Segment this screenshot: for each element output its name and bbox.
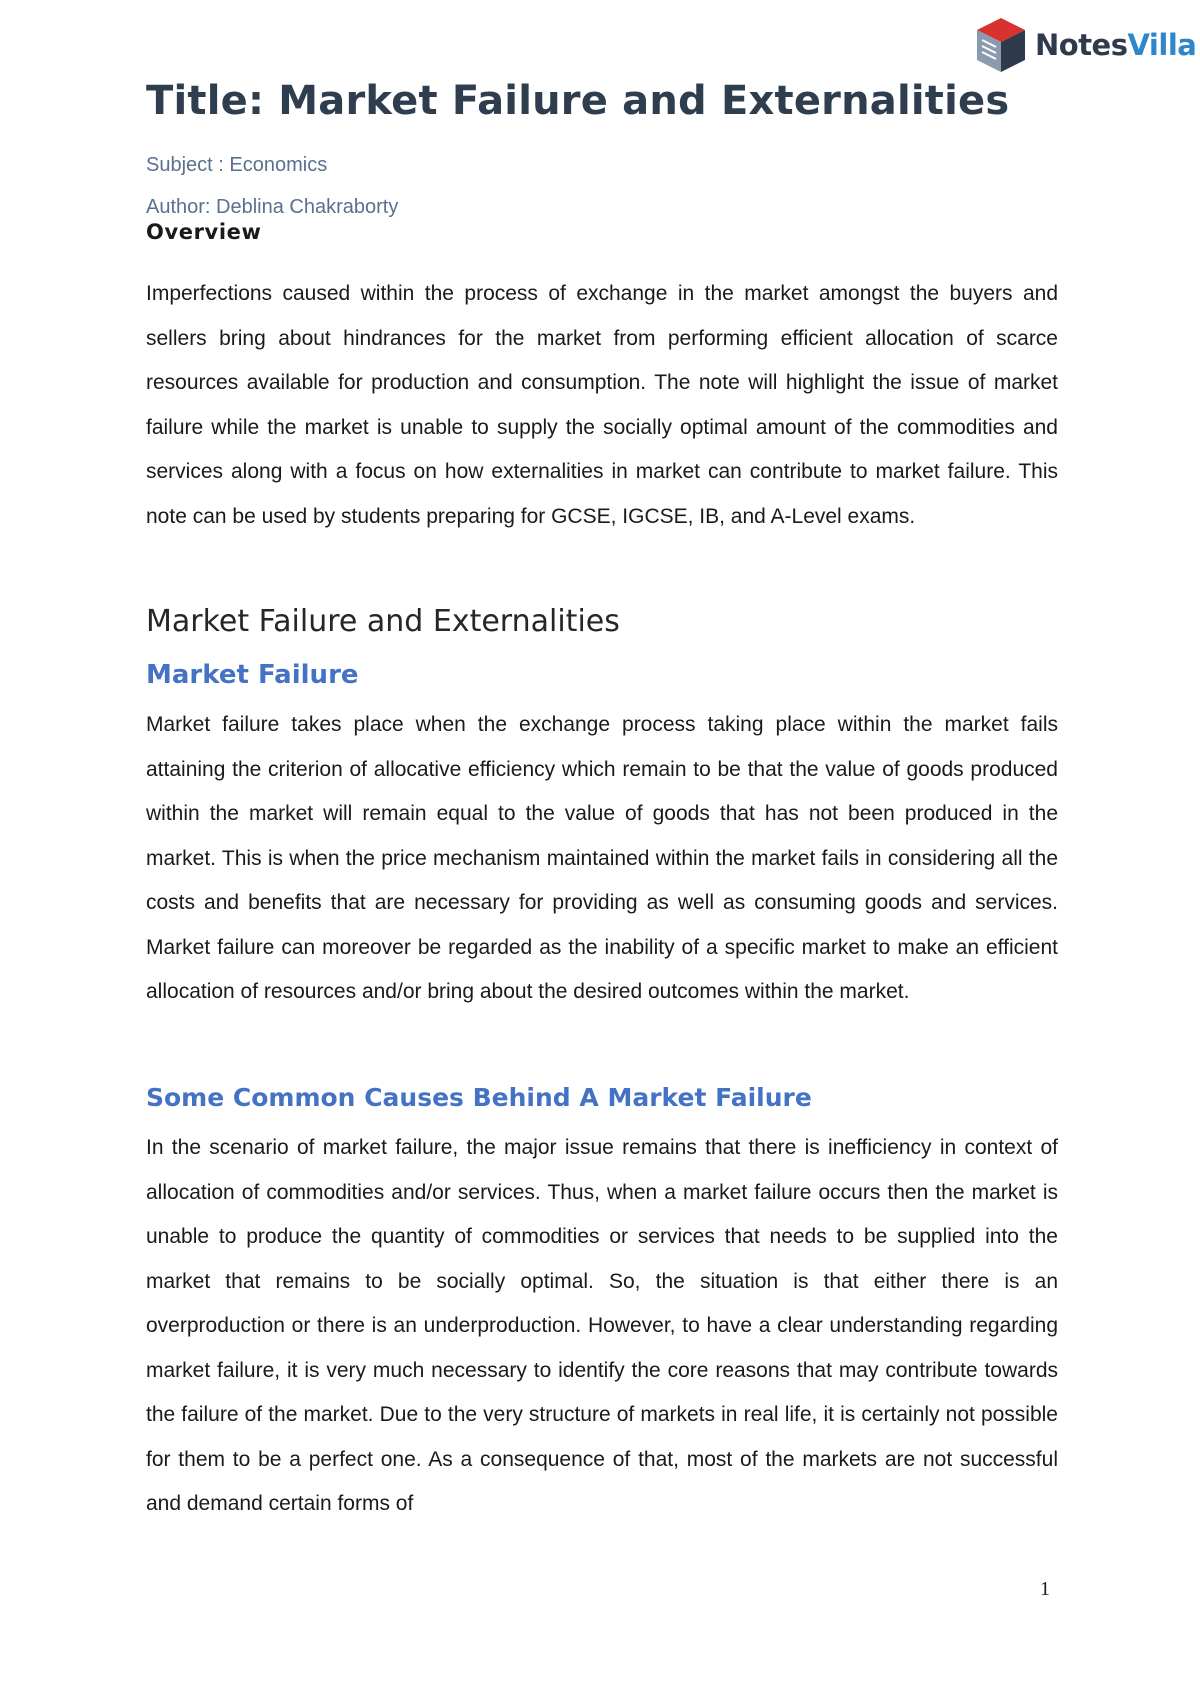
document-author: Author: Deblina Chakraborty [146, 196, 399, 218]
document-title: Title: Market Failure and Externalities [146, 78, 1010, 124]
subheading-market-failure: Market Failure [146, 660, 359, 690]
subheading-common-causes: Some Common Causes Behind A Market Failure [146, 1083, 812, 1112]
brand-name-notes: Notes [1035, 28, 1128, 62]
overview-paragraph: Imperfections caused within the process of exchange in the market amongst the buyers and sellers bring about hindrances for the market from performing efficient allocation of scarce resources available for production and consumption. The note will highlight the issue of market failure while the market is unable to supply the socially optimal amount of the commodities and services along with a focus on how externalities in market can contribute to market failure. This note can be used by students preparing for GCSE, IGCSE, IB, and A-Level exams. [146, 282, 1058, 528]
book-stack-icon [975, 16, 1027, 74]
overview-heading: Overview [146, 220, 262, 244]
brand-logo [975, 16, 1196, 74]
section-heading: Market Failure and Externalities [146, 604, 620, 639]
document-subject: Subject : Economics [146, 154, 328, 176]
brand-name-villa: Villa [1127, 28, 1197, 62]
brand-name [1035, 28, 1196, 62]
common-causes-paragraph: In the scenario of market failure, the major issue remains that there is inefficiency in context of allocation of commodities and/or services. Thus, when a market failure occurs then the market is unable to produce the quantity of commodities or services that needs to be supplied into the market that remains to be socially optimal. So, the situation is that either there is an overproduction or there is an underproduction. However, to have a clear understanding regarding market failure, it is very much necessary to identify the core reasons that may contribute towards the failure of the market. Due to the very structure of markets in real life, it is certainly not possible for them to be a perfect one. As a consequence of that, most of the markets are not successful and demand certain forms of [146, 1136, 1058, 1515]
page-number: 1 [1040, 1578, 1050, 1600]
market-failure-paragraph: Market failure takes place when the exchange process taking place within the market fails attaining the criterion of allocative efficiency which remain to be that the value of goods produced within the market will remain equal to the value of goods that has not been produced in the market. This is when the price mechanism maintained within the market fails in considering all the costs and benefits that are necessary for providing as well as consuming goods and services. Market failure can moreover be regarded as the inability of a specific market to make an efficient allocation of resources and/or bring about the desired outcomes within the market. [146, 713, 1058, 1003]
